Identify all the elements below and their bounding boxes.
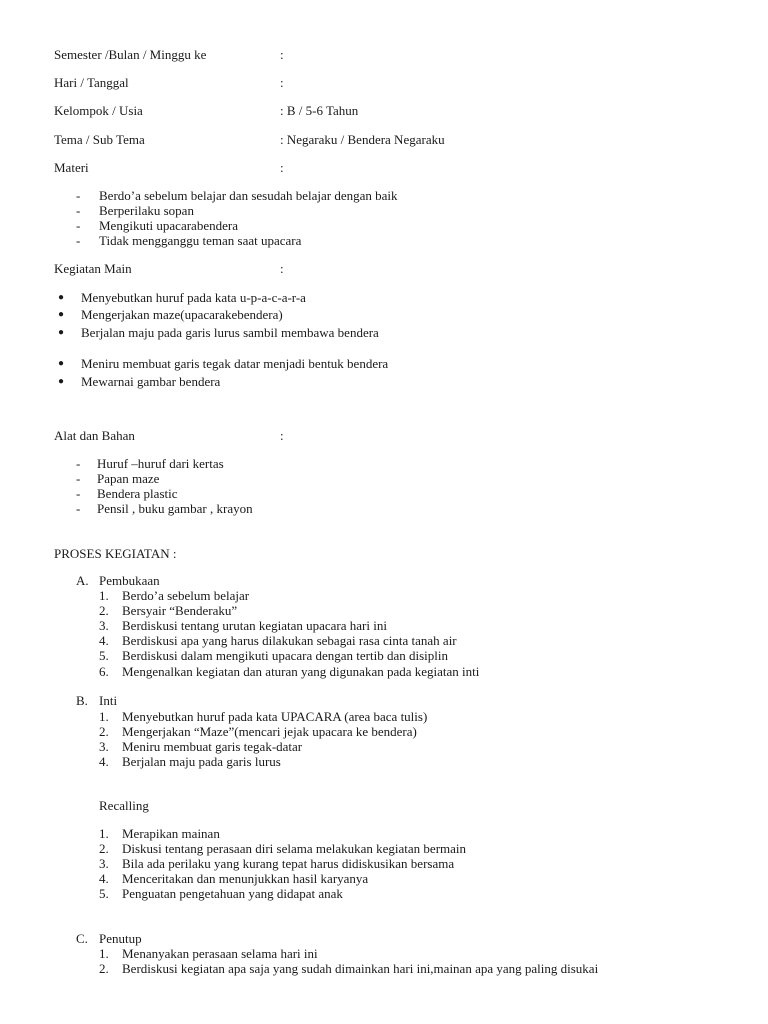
kegiatan-item: Mewarnai gambar bendera — [81, 374, 221, 389]
section-title-pembukaan: Pembukaan — [99, 573, 160, 588]
recalling-item: Menceritakan dan menunjukkan hasil karyanya — [122, 871, 369, 886]
item-number: 2. — [99, 841, 109, 856]
item-number: 5. — [99, 886, 109, 901]
item-number: 4. — [99, 871, 109, 886]
field-value-hari: : — [280, 75, 284, 90]
list-marker: - — [76, 456, 81, 471]
recalling-item: Diskusi tentang perasaan diri selama melakukan kegiatan bermain — [122, 841, 467, 856]
item-number: 3. — [99, 856, 109, 871]
alat-bahan-value: : — [280, 428, 284, 443]
alat-bahan-label: Alat dan Bahan — [54, 428, 135, 443]
item-number: 6. — [99, 664, 109, 679]
list-marker: - — [76, 501, 81, 516]
field-label-materi: Materi — [54, 160, 89, 175]
alat-item: Pensil , buku gambar , krayon — [97, 501, 253, 516]
section-title-recalling: Recalling — [99, 798, 149, 813]
pembukaan-item: Bersyair “Benderaku” — [122, 603, 238, 618]
item-number: 3. — [99, 739, 109, 754]
bullet-icon: ● — [58, 309, 65, 320]
bullet-icon: ● — [58, 292, 65, 303]
item-number: 2. — [99, 961, 109, 976]
list-marker: - — [76, 203, 81, 218]
field-label-kelompok: Kelompok / Usia — [54, 103, 143, 118]
item-number: 1. — [99, 588, 109, 603]
inti-item: Berjalan maju pada garis lurus — [122, 754, 281, 769]
section-title-penutup: Penutup — [99, 931, 142, 946]
section-title-inti: Inti — [99, 693, 118, 708]
bullet-icon: ● — [58, 327, 65, 338]
materi-item: Mengikuti upacarabendera — [99, 218, 238, 233]
kegiatan-main-label: Kegiatan Main — [54, 261, 132, 276]
item-number: 4. — [99, 633, 109, 648]
list-marker: - — [76, 471, 81, 486]
penutup-item: Menanyakan perasaan selama hari ini — [122, 946, 318, 961]
item-number: 2. — [99, 603, 109, 618]
list-marker: - — [76, 233, 81, 248]
field-value-kelompok: : B / 5-6 Tahun — [280, 103, 359, 118]
inti-item: Menyebutkan huruf pada kata UPACARA (area baca tulis) — [122, 709, 428, 724]
pembukaan-item: Berdo’a sebelum belajar — [122, 588, 250, 603]
inti-item: Mengerjakan “Maze”(mencari jejak upacara ke bendera) — [122, 724, 417, 739]
materi-item: Berdo’a sebelum belajar dan sesudah belajar dengan baik — [99, 188, 398, 203]
list-marker: - — [76, 218, 81, 233]
pembukaan-item: Mengenalkan kegiatan dan aturan yang digunakan pada kegiatan inti — [122, 664, 480, 679]
item-number: 3. — [99, 618, 109, 633]
field-label-tema: Tema / Sub Tema — [54, 132, 145, 147]
kegiatan-item: Mengerjakan maze(upacarakebendera) — [81, 307, 283, 322]
item-number: 4. — [99, 754, 109, 769]
list-marker: - — [76, 188, 81, 203]
field-value-materi: : — [280, 160, 284, 175]
inti-item: Meniru membuat garis tegak-datar — [122, 739, 303, 754]
field-label-hari: Hari / Tanggal — [54, 75, 129, 90]
item-number: 1. — [99, 709, 109, 724]
proses-title: PROSES KEGIATAN : — [54, 546, 177, 561]
kegiatan-item: Berjalan maju pada garis lurus sambil membawa bendera — [81, 325, 379, 340]
pembukaan-item: Berdiskusi dalam mengikuti upacara dengan tertib dan disiplin — [122, 648, 449, 663]
field-value-semester: : — [280, 47, 284, 62]
item-number: 2. — [99, 724, 109, 739]
field-label-semester: Semester /Bulan / Minggu ke — [54, 47, 207, 62]
list-marker: - — [76, 486, 81, 501]
section-letter: C. — [76, 931, 88, 946]
alat-item: Papan maze — [97, 471, 160, 486]
item-number: 1. — [99, 946, 109, 961]
section-letter: B. — [76, 693, 88, 708]
materi-item: Tidak mengganggu teman saat upacara — [99, 233, 302, 248]
kegiatan-main-value: : — [280, 261, 284, 276]
item-number: 1. — [99, 826, 109, 841]
recalling-item: Penguatan pengetahuan yang didapat anak — [122, 886, 343, 901]
alat-item: Bendera plastic — [97, 486, 178, 501]
alat-item: Huruf –huruf dari kertas — [97, 456, 224, 471]
materi-item: Berperilaku sopan — [99, 203, 194, 218]
recalling-item: Bila ada perilaku yang kurang tepat harus didiskusikan bersama — [122, 856, 455, 871]
pembukaan-item: Berdiskusi tentang urutan kegiatan upacara hari ini — [122, 618, 387, 633]
bullet-icon: ● — [58, 376, 65, 387]
recalling-item: Merapikan mainan — [122, 826, 220, 841]
section-letter: A. — [76, 573, 89, 588]
penutup-item: Berdiskusi kegiatan apa saja yang sudah dimainkan hari ini,mainan apa yang paling disukai — [122, 961, 599, 976]
pembukaan-item: Berdiskusi apa yang harus dilakukan sebagai rasa cinta tanah air — [122, 633, 457, 648]
field-value-tema: : Negaraku / Bendera Negaraku — [280, 132, 445, 147]
kegiatan-item: Meniru membuat garis tegak datar menjadi bentuk bendera — [81, 356, 389, 371]
kegiatan-item: Menyebutkan huruf pada kata u-p-a-c-a-r-a — [81, 290, 306, 305]
item-number: 5. — [99, 648, 109, 663]
bullet-icon: ● — [58, 358, 65, 369]
